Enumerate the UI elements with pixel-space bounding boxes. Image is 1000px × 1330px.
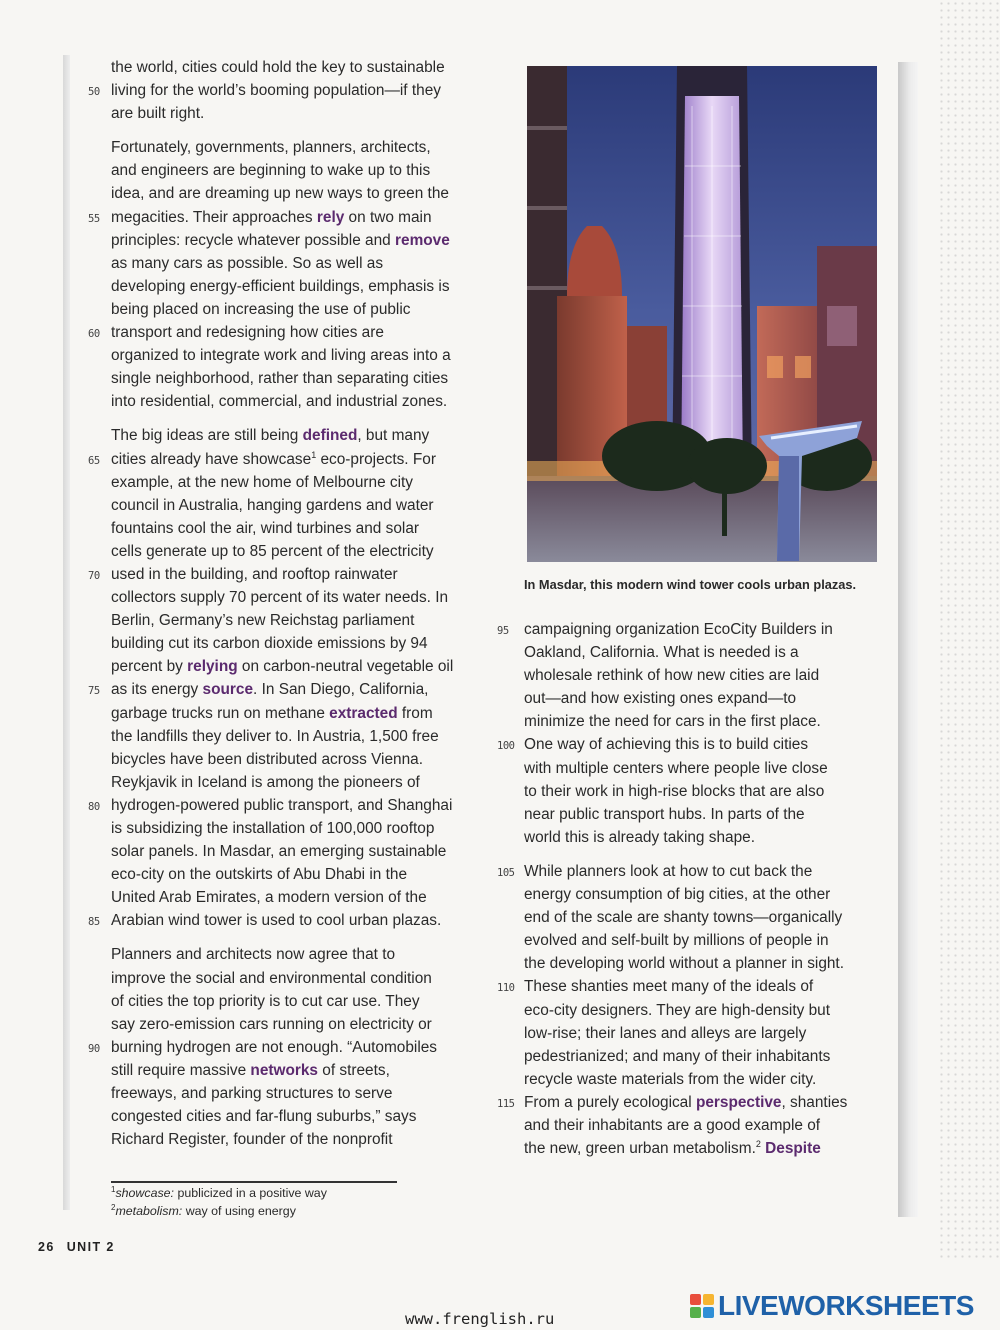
- photo-illustration: [527, 66, 877, 562]
- text-segment: living for the world’s booming population—if they: [111, 82, 441, 100]
- right-text-column: [497, 618, 879, 1160]
- text-segment: say zero-emission cars running on electricity or: [111, 1015, 432, 1033]
- line-number: 90: [88, 1042, 100, 1055]
- vocabulary-keyword: remove: [395, 231, 450, 249]
- text-line: [111, 367, 496, 390]
- text-segment: These shanties meet many of the ideals of: [524, 978, 814, 996]
- photo-caption: In Masdar, this modern wind tower cools urban plazas.: [524, 577, 857, 592]
- text-segment: from: [397, 704, 433, 722]
- text-segment: freeways, and parking structures to serve: [111, 1085, 393, 1103]
- text-line: [111, 494, 496, 517]
- text-line: [111, 424, 496, 447]
- text-line: [88, 79, 496, 102]
- text-line: [497, 975, 879, 998]
- paragraph: [88, 943, 496, 1151]
- text-segment: low-rise; their lanes and alleys are largely: [524, 1024, 807, 1042]
- line-number: 55: [88, 212, 100, 225]
- text-segment: as its energy: [111, 681, 203, 699]
- text-segment: fountains cool the air, wind turbines and solar: [111, 519, 420, 537]
- text-line: [524, 803, 879, 826]
- footnote-marker: 2: [755, 1138, 761, 1149]
- text-line: [111, 229, 496, 252]
- line-number: 100: [497, 740, 515, 753]
- text-segment: Oakland, California. What is needed is a: [524, 644, 799, 662]
- text-line: [524, 1022, 879, 1045]
- line-number: 95: [497, 625, 509, 637]
- text-segment: . In San Diego, California,: [253, 681, 429, 699]
- right-margin-bar: [898, 62, 918, 1217]
- text-segment: end of the scale are shanty towns—organically: [524, 909, 843, 927]
- text-segment: cells generate up to 85 percent of the electricity: [111, 542, 434, 560]
- text-segment: on carbon-neutral vegetable oil: [237, 658, 454, 676]
- vocabulary-keyword: perspective: [695, 1093, 782, 1111]
- page-number: 26: [38, 1240, 55, 1254]
- vocabulary-keyword: relying: [187, 658, 238, 676]
- text-line: [111, 817, 496, 840]
- text-line: [111, 725, 496, 748]
- line-number: 65: [88, 454, 100, 467]
- watermark-url[interactable]: www.frenglish.ru: [405, 1310, 555, 1328]
- text-line: [524, 641, 879, 664]
- text-line: [524, 883, 879, 906]
- text-segment: megacities. Their approaches: [111, 208, 317, 226]
- vocabulary-keyword: networks: [250, 1061, 318, 1079]
- text-line: [524, 1045, 879, 1068]
- line-number: 80: [88, 800, 100, 813]
- paragraph: [497, 618, 879, 849]
- text-segment: One way of achieving this is to build cities: [524, 736, 809, 754]
- text-segment: being placed on increasing the use of public: [111, 300, 411, 318]
- text-segment: building cut its carbon dioxide emissions by 94: [111, 635, 428, 653]
- text-line: [111, 886, 496, 909]
- text-line: [111, 56, 496, 79]
- text-segment: is subsidizing the installation of 100,000 rooftop: [111, 820, 435, 837]
- line-number: 115: [497, 1097, 515, 1110]
- text-segment: pedestrianized; and many of their inhabitants: [524, 1047, 831, 1065]
- text-line: [111, 702, 496, 725]
- text-segment: minimize the need for cars in the first place.: [524, 713, 821, 731]
- text-line: [111, 252, 496, 275]
- text-segment: burning hydrogen are not enough. “Automobiles: [111, 1038, 437, 1056]
- unit-label: UNIT 2: [66, 1240, 115, 1254]
- text-segment: eco-projects. For: [316, 450, 436, 468]
- text-line: [524, 710, 879, 733]
- text-line: [497, 860, 879, 883]
- text-segment: still require massive: [111, 1061, 251, 1079]
- line-number: 85: [88, 916, 100, 929]
- liveworksheets-logo-text: LIVEWORKSHEETS: [718, 1290, 974, 1321]
- text-line: [524, 952, 879, 975]
- text-segment: into residential, commercial, and industrial zones.: [111, 393, 448, 411]
- text-segment: eco-city designers. They are high-density but: [524, 1001, 830, 1019]
- text-line: [111, 967, 496, 990]
- text-line: [88, 206, 496, 229]
- text-line: [111, 632, 496, 655]
- text-segment: cities already have showcase: [111, 450, 312, 468]
- text-line: [88, 321, 496, 344]
- text-segment: out—and how existing ones expand—to: [524, 690, 797, 708]
- text-segment: the developing world without a planner in sight.: [524, 955, 844, 973]
- text-segment: percent by: [111, 658, 188, 676]
- text-segment: , shanties: [781, 1093, 848, 1111]
- text-segment: single neighborhood, rather than separating cities: [111, 370, 449, 388]
- text-segment: The big ideas are still being: [111, 427, 303, 445]
- left-text-column: [88, 56, 496, 1151]
- line-number: 105: [497, 866, 515, 879]
- line-number: 60: [88, 328, 100, 341]
- text-line: [497, 618, 879, 641]
- text-line: [88, 448, 496, 471]
- text-line: [111, 102, 496, 125]
- text-line: [524, 687, 879, 710]
- paragraph: [88, 136, 496, 413]
- text-line: [524, 1137, 879, 1160]
- text-segment: Reykjavik in Iceland is among the pioneers of: [111, 773, 420, 791]
- text-line: [524, 906, 879, 929]
- text-line: [111, 344, 496, 367]
- text-segment: near public transport hubs. In parts of the: [524, 805, 805, 823]
- text-segment: bicycles have been distributed across Vienna.: [111, 750, 423, 768]
- text-segment: principles: recycle whatever possible and: [111, 231, 396, 249]
- text-segment: on two main: [344, 208, 432, 226]
- text-segment: campaigning organization EcoCity Builders in: [524, 621, 833, 638]
- paragraph: [88, 424, 496, 932]
- text-line: [111, 471, 496, 494]
- text-line: [111, 609, 496, 632]
- text-segment: transport and redesigning how cities are: [111, 324, 384, 342]
- text-segment: solar panels. In Masdar, an emerging sustainable: [111, 843, 447, 861]
- text-segment: From a purely ecological: [524, 1093, 696, 1111]
- text-line: [111, 136, 496, 159]
- text-segment: of streets,: [318, 1061, 390, 1079]
- text-segment: as many cars as possible. So as well as: [111, 254, 384, 272]
- line-number: 110: [497, 982, 515, 995]
- vocabulary-keyword: extracted: [329, 704, 398, 722]
- text-segment: of cities the top priority is to cut car use. They: [111, 992, 420, 1010]
- text-line: [111, 1082, 496, 1105]
- vocabulary-keyword: rely: [316, 208, 345, 226]
- text-segment: are built right.: [111, 105, 205, 123]
- footnotes: [111, 1185, 327, 1220]
- line-number: 50: [88, 86, 100, 99]
- text-line: [111, 1105, 496, 1128]
- footnote-rule: [111, 1181, 397, 1183]
- text-line: [111, 540, 496, 563]
- text-line: [88, 794, 496, 817]
- text-line: [111, 1059, 496, 1082]
- text-line: [111, 586, 496, 609]
- text-line: [111, 159, 496, 182]
- text-line: [111, 1013, 496, 1036]
- text-line: [111, 182, 496, 205]
- text-segment: evolved and self-built by millions of people in: [524, 932, 829, 950]
- text-line: [111, 390, 496, 413]
- text-segment: While planners look at how to cut back the: [524, 862, 813, 880]
- text-segment: Arabian wind tower is used to cool urban plazas.: [111, 912, 442, 930]
- text-segment: council in Australia, hanging gardens and water: [111, 496, 434, 514]
- text-segment: the world, cities could hold the key to sustainable: [111, 59, 445, 76]
- text-segment: , but many: [357, 427, 430, 445]
- text-line: [88, 563, 496, 586]
- text-segment: developing energy-efficient buildings, emphasis is: [111, 277, 450, 295]
- text-line: [524, 1068, 879, 1091]
- vocabulary-keyword: Despite: [765, 1140, 821, 1158]
- text-segment: and their inhabitants are a good example of: [524, 1116, 821, 1134]
- text-segment: used in the building, and rooftop rainwater: [111, 565, 398, 583]
- text-line: [111, 863, 496, 886]
- paragraph: [497, 860, 879, 1160]
- text-segment: Planners and architects now agree that to: [111, 946, 396, 964]
- text-segment: the new, green urban metabolism.: [524, 1140, 756, 1158]
- text-segment: improve the social and environmental condition: [111, 969, 432, 987]
- masdar-wind-tower-photo: [527, 66, 877, 562]
- text-line: [524, 1114, 879, 1137]
- text-line: [111, 275, 496, 298]
- text-line: [524, 826, 879, 849]
- text-segment: to their work in high-rise blocks that are also: [524, 782, 825, 800]
- liveworksheets-logo-icon: [690, 1294, 714, 1318]
- text-line: [524, 757, 879, 780]
- text-segment: hydrogen-powered public transport, and Shanghai: [111, 796, 453, 814]
- text-line: [524, 664, 879, 687]
- text-segment: Richard Register, founder of the nonprofit: [111, 1131, 393, 1149]
- text-segment: collectors supply 70 percent of its water needs. In: [111, 589, 449, 607]
- text-segment: garbage trucks run on methane: [111, 704, 330, 722]
- text-line: [88, 1036, 496, 1059]
- text-segment: Fortunately, governments, planners, architects,: [111, 139, 431, 157]
- text-segment: world this is already taking shape.: [524, 828, 755, 846]
- text-segment: wholesale rethink of how new cities are laid: [524, 667, 820, 685]
- text-segment: eco-city on the outskirts of Abu Dhabi in the: [111, 866, 408, 884]
- line-number: 70: [88, 569, 100, 582]
- text-line: [111, 517, 496, 540]
- liveworksheets-logo[interactable]: [690, 1290, 974, 1322]
- text-line: [88, 678, 496, 701]
- text-line: [524, 929, 879, 952]
- text-segment: Berlin, Germany’s new Reichstag parliament: [111, 612, 415, 630]
- line-number: 75: [88, 685, 100, 698]
- paragraph: [88, 56, 496, 125]
- text-segment: congested cities and far-flung suburbs,” says: [111, 1108, 417, 1126]
- text-segment: example, at the new home of Melbourne city: [111, 473, 413, 491]
- text-line: [111, 943, 496, 966]
- text-line: [111, 655, 496, 678]
- text-line: [524, 780, 879, 803]
- text-segment: United Arab Emirates, a modern version of the: [111, 889, 427, 907]
- footnote-marker: 1: [311, 449, 317, 460]
- footnote-1: $^1$showcase: publicized in a positive way: [111, 1184, 327, 1200]
- text-line: [497, 1091, 879, 1114]
- text-segment: energy consumption of big cities, at the other: [524, 886, 831, 904]
- text-line: [497, 733, 879, 756]
- text-segment: with multiple centers where people live close: [524, 759, 828, 777]
- text-line: [524, 999, 879, 1022]
- text-line: [111, 1128, 496, 1151]
- footnote-2: $^2$metabolism: way of using energy: [111, 1202, 296, 1218]
- text-segment: and engineers are beginning to wake up to this: [111, 162, 431, 180]
- text-segment: the landfills they deliver to. In Austria, 1,500 free: [111, 727, 439, 745]
- text-segment: organized to integrate work and living areas into a: [111, 347, 451, 365]
- left-margin-bar: [63, 55, 70, 1210]
- text-line: [111, 990, 496, 1013]
- text-line: [111, 771, 496, 794]
- text-segment: recycle waste materials from the wider city.: [524, 1070, 817, 1088]
- vocabulary-keyword: defined: [302, 427, 358, 445]
- text-line: [111, 748, 496, 771]
- text-line: [111, 298, 496, 321]
- page-folio: [38, 1240, 115, 1254]
- page-edge-texture: [938, 0, 1000, 1260]
- text-segment: idea, and are dreaming up new ways to green the: [111, 185, 449, 203]
- vocabulary-keyword: source: [202, 681, 254, 699]
- text-line: [88, 909, 496, 932]
- text-line: [111, 840, 496, 863]
